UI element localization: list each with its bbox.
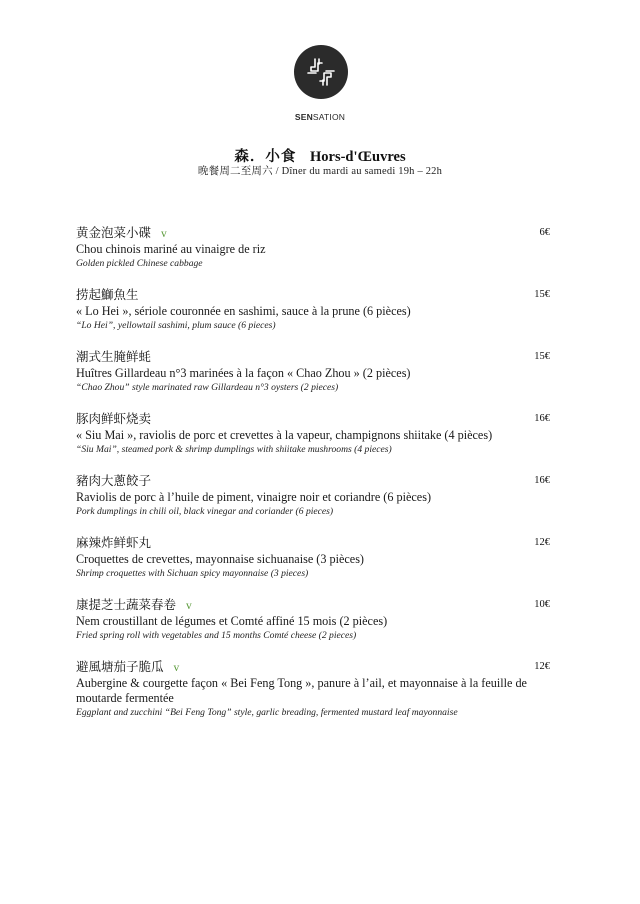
menu-item-price: 6€ bbox=[539, 227, 550, 238]
menu-item-description-en: Eggplant and zucchini “Bei Feng Tong” style, garlic breading, fermented mustard leaf mayonnaise bbox=[76, 707, 458, 718]
menu-item-name-zh bbox=[76, 349, 550, 366]
menu-item-name-zh-text: 捞起鰤魚生 bbox=[76, 288, 139, 302]
menu-item-price: 12€ bbox=[534, 661, 550, 672]
menu-item-name-zh bbox=[76, 473, 550, 490]
menu-item-description-fr: Huîtres Gillardeau n°3 marinées à la façon « Chao Zhou » (2 pièces) bbox=[76, 366, 411, 380]
menu-item-description-fr: « Siu Mai », raviolis de porc et crevettes à la vapeur, champignons shiitake (4 pièces) bbox=[76, 428, 493, 442]
brand-logo bbox=[294, 45, 348, 99]
menu-item bbox=[76, 659, 550, 719]
menu-item bbox=[76, 349, 550, 394]
menu-item-price: 12€ bbox=[534, 537, 550, 548]
menu-item-description-en: “Siu Mai”, steamed pork & shrimp dumplings with shiitake mushrooms (4 pieces) bbox=[76, 444, 392, 455]
menu-item-description-en: Fried spring roll with vegetables and 15 months Comté cheese (2 pieces) bbox=[76, 630, 357, 641]
menu-item-description-fr: Aubergine & courgette façon « Bei Feng Tong », panure à l’ail, et mayonnaise à la feuille de moutarde fermentée bbox=[76, 676, 527, 705]
menu-item-description-fr: Croquettes de crevettes, mayonnaise sichuanaise (3 pièces) bbox=[76, 552, 364, 566]
menu-item-name-zh bbox=[76, 411, 550, 428]
menu-item-name-zh-text: 潮式生腌鲜蚝 bbox=[76, 350, 152, 364]
menu-item-name-zh-text: 豬肉大蔥餃子 bbox=[76, 474, 152, 488]
menu-item-name-zh bbox=[76, 225, 550, 242]
menu-item-price: 16€ bbox=[534, 413, 550, 424]
menu-item-price: 10€ bbox=[534, 599, 550, 610]
brand-name bbox=[0, 112, 640, 122]
menu-item-description-en: Golden pickled Chinese cabbage bbox=[76, 258, 203, 269]
menu-item-price: 15€ bbox=[534, 289, 550, 300]
menu-item-description-fr: « Lo Hei », sériole couronnée en sashimi, sauce à la prune (6 pièces) bbox=[76, 304, 411, 318]
menu-item-name-zh bbox=[76, 597, 550, 614]
brand-name-bold: SEN bbox=[294, 112, 313, 122]
menu-item-name-zh-text: 麻辣炸鲜虾丸 bbox=[76, 536, 152, 550]
menu-item bbox=[76, 287, 550, 332]
menu-item-name-zh bbox=[76, 659, 550, 676]
menu-item-name-zh bbox=[76, 287, 550, 304]
brand-logo-icon bbox=[304, 55, 338, 89]
menu-item-description-en: “Chao Zhou” style marinated raw Gillardeau n°3 oysters (2 pieces) bbox=[76, 382, 339, 393]
menu-item-name-zh-text: 豚肉鲜虾烧卖 bbox=[76, 412, 152, 426]
menu-item-description-en: Shrimp croquettes with Sichuan spicy mayonnaise (3 pieces) bbox=[76, 568, 309, 579]
menu-item-price: 15€ bbox=[534, 351, 550, 362]
vegetarian-marker: v bbox=[173, 662, 180, 674]
menu-item-price: 16€ bbox=[534, 475, 550, 486]
menu-item bbox=[76, 597, 550, 642]
vegetarian-marker: v bbox=[161, 228, 167, 240]
menu-item-description-fr: Chou chinois mariné au vinaigre de riz bbox=[76, 242, 266, 256]
menu-item bbox=[76, 225, 550, 270]
vegetarian-marker: v bbox=[186, 600, 192, 612]
page-title-zh: 森．小食 bbox=[234, 149, 297, 165]
menu-item bbox=[76, 535, 550, 580]
menu-item-name-zh bbox=[76, 535, 550, 552]
menu-item-description-fr: Raviolis de porc à l’huile de piment, vinaigre noir et coriandre (6 pièces) bbox=[76, 490, 432, 504]
brand-name-light: SATION bbox=[312, 112, 346, 122]
menu-item-name-zh-text: 康提芝士蔬菜春卷 bbox=[76, 598, 177, 612]
menu-item-name-zh-text: 黄金泡菜小碟 bbox=[76, 226, 152, 240]
menu-item-description-en: Pork dumplings in chili oil, black vinegar and coriander (6 pieces) bbox=[76, 506, 334, 517]
page-title-fr: Hors-d'Œuvres bbox=[310, 149, 406, 165]
menu-list bbox=[76, 225, 550, 736]
menu-item-name-zh-text: 避風塘茄子脆瓜 bbox=[76, 660, 164, 674]
service-hours: 晚餐周二至周六 / Dîner du mardi au samedi 19h – 22h bbox=[197, 166, 443, 177]
menu-item bbox=[76, 411, 550, 456]
menu-item bbox=[76, 473, 550, 518]
menu-item-description-en: “Lo Hei”, yellowtail sashimi, plum sauce (6 pieces) bbox=[76, 320, 276, 331]
menu-item-description-fr: Nem croustillant de légumes et Comté affiné 15 mois (2 pièces) bbox=[76, 614, 388, 628]
